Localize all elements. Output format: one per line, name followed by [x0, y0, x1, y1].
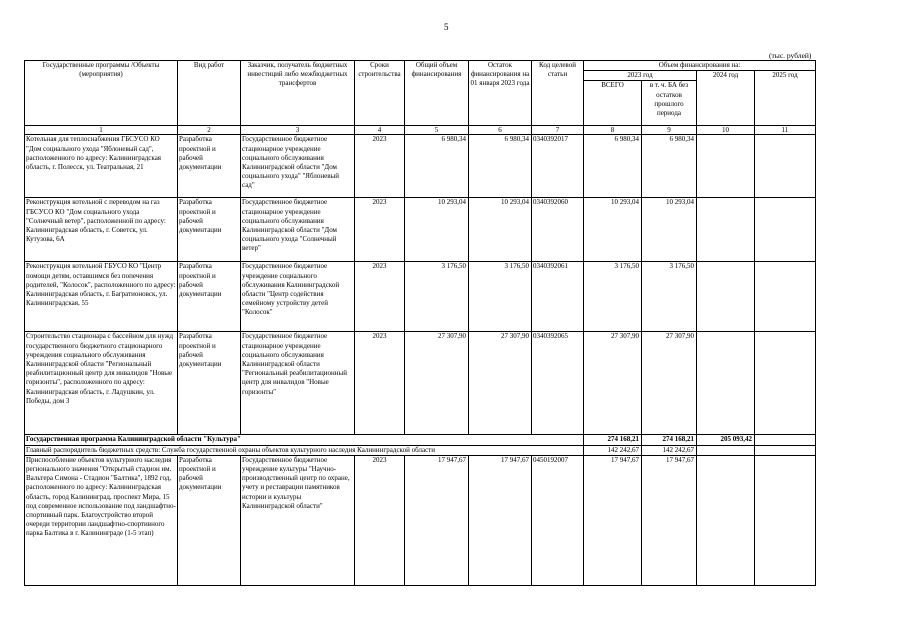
y2025-cell — [755, 135, 816, 198]
col-num: 4 — [355, 126, 405, 135]
header-2024: 2024 год — [697, 71, 755, 126]
col-num: 9 — [642, 126, 697, 135]
customer-cell: Государственное бюджетное учреждение культуры "Научно-производственный центр по охране, учету и реставрации памятников истории и культуры Калининградской области" — [241, 455, 355, 585]
code-cell: 0340392017 — [532, 135, 584, 198]
customer-cell: Государственное бюджетное учреждение социального обслуживания Калининградской области "Центр содействия семейному устройству детей "Колосок" — [241, 262, 355, 332]
col-num: 2 — [178, 126, 241, 135]
header-remain: Остаток финансирования на 01 января 2023 года — [469, 61, 532, 126]
col-num: 6 — [469, 126, 532, 135]
table-row — [25, 198, 816, 262]
term-cell: 2023 — [355, 332, 405, 435]
total-cell: 6 980,34 — [405, 135, 469, 198]
incl-2023-cell: 6 980,34 — [642, 135, 697, 198]
header-work-type: Вид работ — [178, 61, 241, 126]
col-num: 10 — [697, 126, 755, 135]
total-cell: 3 176,50 — [405, 262, 469, 332]
y2024-cell — [697, 332, 755, 435]
header-2023: 2023 год — [584, 71, 697, 81]
term-cell: 2023 — [355, 198, 405, 262]
remain-cell: 6 980,34 — [469, 135, 532, 198]
col-num: 7 — [532, 126, 584, 135]
y2025-cell — [755, 332, 816, 435]
remain-cell: 17 947,67 — [469, 455, 532, 585]
work-type-cell: Разработка проектной и рабочей документации — [178, 135, 241, 198]
y2024-cell — [697, 262, 755, 332]
manager-all-2023: 142 242,67 — [584, 445, 642, 455]
term-cell: 2023 — [355, 262, 405, 332]
manager-label: Главный распорядитель бюджетных средств: Служба государственной охраны объектов культурного наследия Калининградской области — [25, 445, 584, 455]
all-2023-cell: 10 293,04 — [584, 198, 642, 262]
object-cell: Реконструкция котельной с переводом на газ ГБСУСО КО "Дом социального ухода "Солнечный ветер", расположенной по адресу: Калининградская область, г. Советск, ул. Кутузова, 6А — [25, 198, 178, 262]
page-number: 5 — [444, 22, 449, 32]
incl-2023-cell: 3 176,50 — [642, 262, 697, 332]
y2024-cell — [697, 198, 755, 262]
work-type-cell: Разработка проектной и рабочей документации — [178, 332, 241, 435]
y2025-cell — [755, 262, 816, 332]
manager-2025 — [755, 445, 816, 455]
program-all-2023: 274 168,21 — [584, 435, 642, 445]
manager-incl-2023: 142 242,67 — [642, 445, 697, 455]
all-2023-cell: 6 980,34 — [584, 135, 642, 198]
remain-cell: 27 307,90 — [469, 332, 532, 435]
header-2025: 2025 год — [755, 71, 816, 126]
object-cell: Приспособление объектов культурного наследия регионального значения "Открытый стадион им. Вальтера Симона - Стадион "Балтика", 1892 год, расположенного по адресу: Калининградская область, город Калининград, проспект Мира, 15 под современное использование под ландшафтно-спортивный парк. Благоустройство второй очереди территории ландшафтно-спортивного парка Балтика в г. Калининграде (1-5 этап) — [25, 455, 178, 585]
table-row — [25, 135, 816, 198]
column-number-row — [25, 126, 816, 135]
incl-2023-cell: 10 293,04 — [642, 198, 697, 262]
customer-cell: Государственное бюджетное стационарное учреждение социального обслуживания Калининградской области "Региональный реабилитационный центр для инвалидов "Новые горизонты" — [241, 332, 355, 435]
object-cell: Реконструкция котельной ГБУСО КО "Центр помощи детям, оставшимся без попечения родителей, "Колосок", расположенного по адресу: Калининградская область, г. Багратионовск, ул. Калининградская, 55 — [25, 262, 178, 332]
y2025-cell — [755, 198, 816, 262]
header-code: Код целевой статьи — [532, 61, 584, 126]
header-program: Государственные программы /Объекты (мероприятия) — [25, 61, 178, 126]
incl-2023-cell: 27 307,90 — [642, 332, 697, 435]
header-funding: Объем финансирования на: — [584, 61, 816, 71]
header-total: Общий объем финансирования — [405, 61, 469, 126]
y2024-cell — [697, 135, 755, 198]
col-num: 3 — [241, 126, 355, 135]
table-row — [25, 332, 816, 435]
remain-cell: 10 293,04 — [469, 198, 532, 262]
header-customer: Заказчик, получатель бюджетных инвестиций либо межбюджетных трансфертов — [241, 61, 355, 126]
object-cell: Котельная для теплоснабжения ГБСУСО КО "Дом социального ухода "Яблоневый сад", расположенного по адресу: Калининградская область, г. Полесск, ул. Театральная, 21 — [25, 135, 178, 198]
remain-cell: 3 176,50 — [469, 262, 532, 332]
program-label: Государственная программа Калининградской области "Культура" — [25, 435, 584, 445]
incl-2023-cell: 17 947,67 — [642, 455, 697, 585]
financing-table — [24, 60, 816, 586]
code-cell: 0340392065 — [532, 332, 584, 435]
y2025-cell — [755, 455, 816, 585]
table-row — [25, 455, 816, 585]
units-label: (тыс. рублей) — [769, 51, 812, 60]
customer-cell: Государственное бюджетное стационарное учреждение социального обслуживания Калининградской области "Дом социального ухода "Солнечный ветер" — [241, 198, 355, 262]
all-2023-cell: 17 947,67 — [584, 455, 642, 585]
col-num: 8 — [584, 126, 642, 135]
program-2025 — [755, 435, 816, 445]
header-2023-incl: в т. ч. БА без остатков прошлого периода — [642, 81, 697, 126]
col-num: 5 — [405, 126, 469, 135]
header-2023-all: ВСЕГО — [584, 81, 642, 126]
program-incl-2023: 274 168,21 — [642, 435, 697, 445]
manager-row — [25, 445, 816, 455]
program-2024: 205 093,42 — [697, 435, 755, 445]
code-cell: 0340392061 — [532, 262, 584, 332]
work-type-cell: Разработка проектной и рабочей документации — [178, 262, 241, 332]
customer-cell: Государственное бюджетное стационарное учреждение социального обслуживания Калининградской области "Дом социального ухода" "Яблоневый сад" — [241, 135, 355, 198]
col-num: 1 — [25, 126, 178, 135]
total-cell: 27 307,90 — [405, 332, 469, 435]
work-type-cell: Разработка проектной и рабочей документации — [178, 198, 241, 262]
y2024-cell — [697, 455, 755, 585]
term-cell: 2023 — [355, 455, 405, 585]
table-row — [25, 262, 816, 332]
term-cell: 2023 — [355, 135, 405, 198]
code-cell: 0340392060 — [532, 198, 584, 262]
manager-2024 — [697, 445, 755, 455]
code-cell: 0450192007 — [532, 455, 584, 585]
work-type-cell: Разработка проектной и рабочей документации — [178, 455, 241, 585]
header-term: Сроки строительства — [355, 61, 405, 126]
all-2023-cell: 3 176,50 — [584, 262, 642, 332]
program-row — [25, 435, 816, 445]
total-cell: 17 947,67 — [405, 455, 469, 585]
col-num: 11 — [755, 126, 816, 135]
total-cell: 10 293,04 — [405, 198, 469, 262]
all-2023-cell: 27 307,90 — [584, 332, 642, 435]
object-cell: Строительство стационара с бассейном для нужд государственного бюджетного стационарного учреждения социального обслуживания Калининградской области "Региональный реабилитационный центр для инвалидов "Новые горизонты", расположенного по адресу: Калининградская область, г. Ладушкин, ул. Победы, дом 3 — [25, 332, 178, 435]
